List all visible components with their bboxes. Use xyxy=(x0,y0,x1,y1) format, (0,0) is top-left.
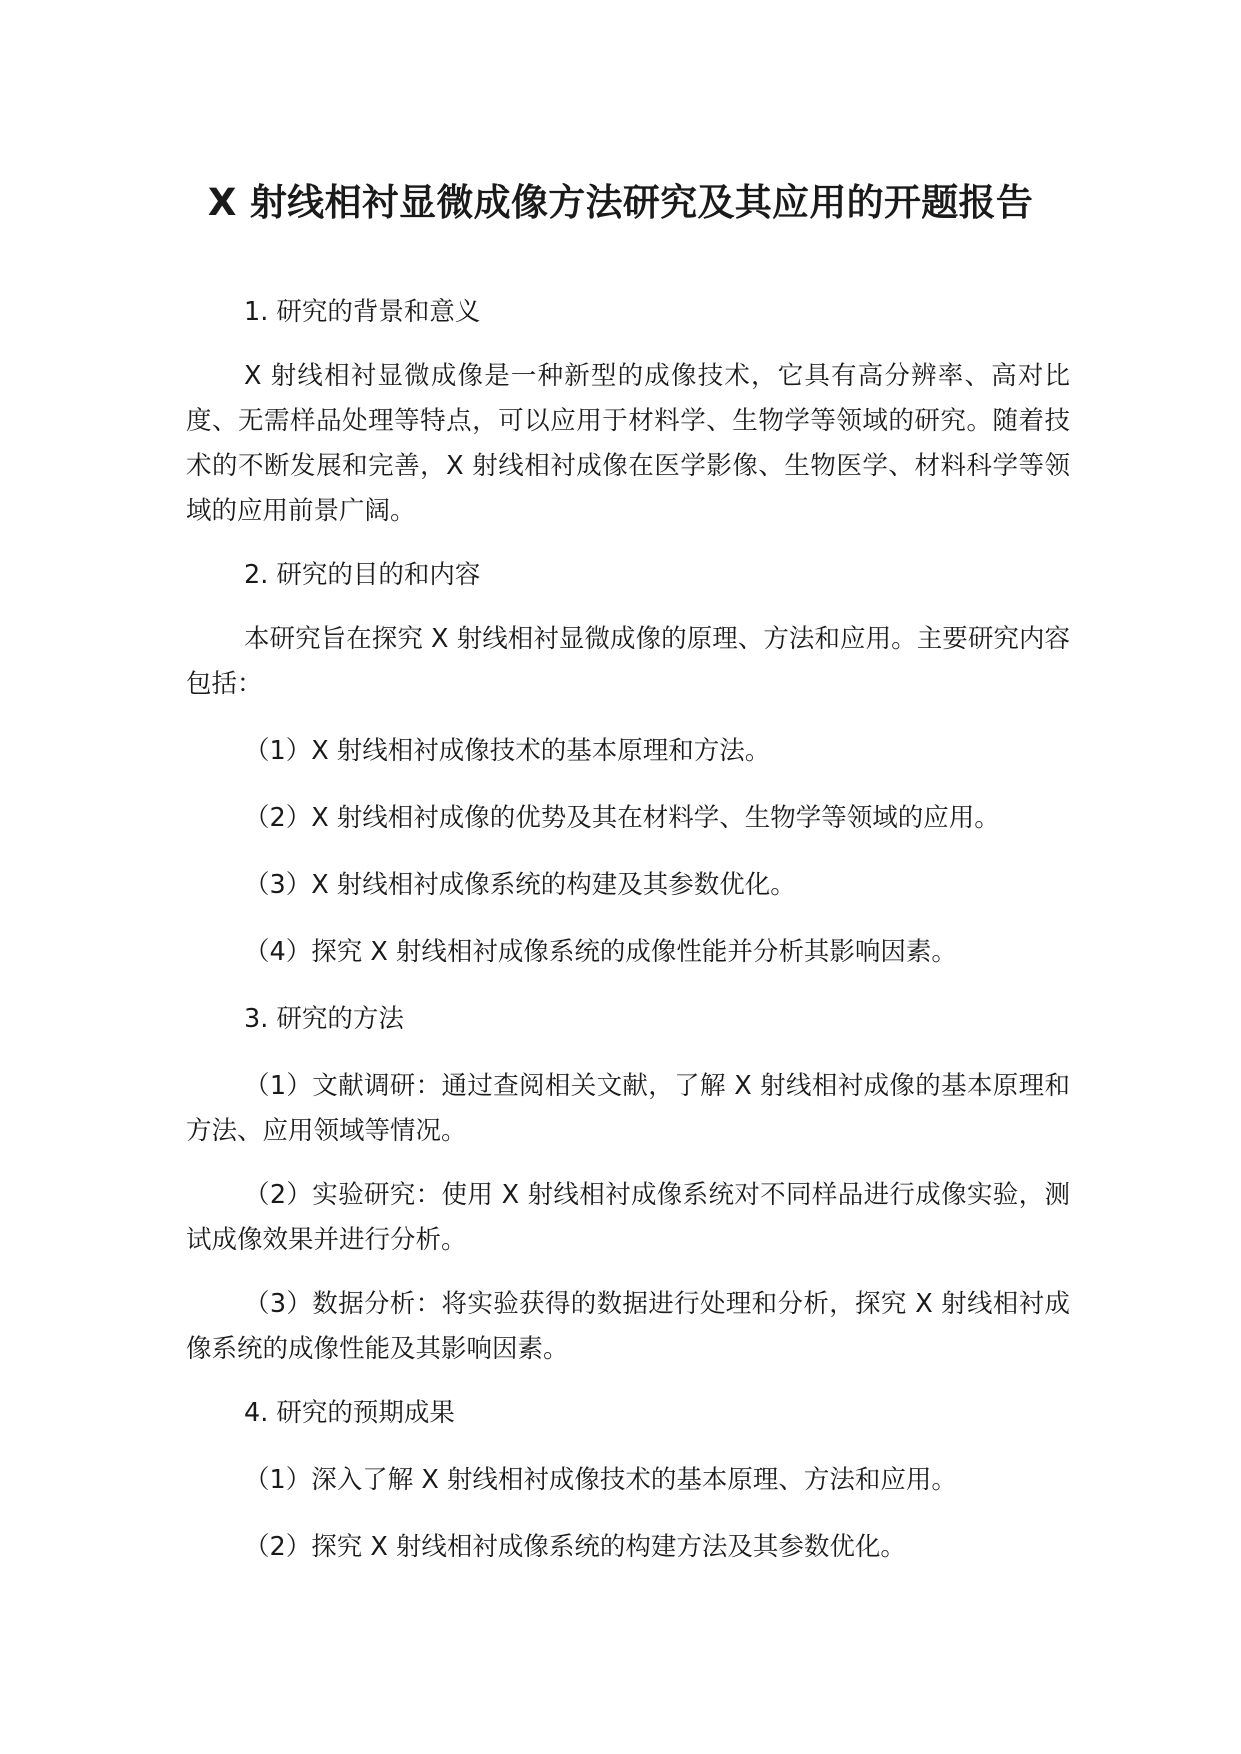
section-heading-2: 2. 研究的目的和内容 xyxy=(244,560,481,590)
list-item: （3）数据分析：将实验获得的数据进行处理和分析，探究 X 射线相衬成像系统的成像性能及其影响因素。 xyxy=(186,1289,1070,1364)
list-item: （2）X 射线相衬成像的优势及其在材料学、生物学等领域的应用。 xyxy=(244,803,1000,833)
section-heading-3: 3. 研究的方法 xyxy=(244,1004,404,1034)
list-item: （1）X 射线相衬成像技术的基本原理和方法。 xyxy=(244,736,771,766)
list-item: （2）探究 X 射线相衬成像系统的构建方法及其参数优化。 xyxy=(244,1532,906,1562)
list-item: （1）深入了解 X 射线相衬成像技术的基本原理、方法和应用。 xyxy=(244,1465,957,1495)
body-paragraph: 本研究旨在探究 X 射线相衬显微成像的原理、方法和应用。主要研究内容包括： xyxy=(186,624,1070,699)
section-heading-1: 1. 研究的背景和意义 xyxy=(244,297,481,327)
document-body xyxy=(186,290,1070,1570)
document-title: X 射线相衬显微成像方法研究及其应用的开题报告 xyxy=(207,181,1034,224)
section-heading-4: 4. 研究的预期成果 xyxy=(244,1398,455,1428)
list-item: （3）X 射线相衬成像系统的构建及其参数优化。 xyxy=(244,870,796,900)
body-paragraph: X 射线相衬显微成像是一种新型的成像技术，它具有高分辨率、高对比度、无需样品处理等特点，可以应用于材料学、生物学等领域的研究。随着技术的不断发展和完善，X 射线相衬成像在医学影像、生物医学、材料科学等领域的应用前景广阔。 xyxy=(186,361,1070,526)
list-item: （4）探究 X 射线相衬成像系统的成像性能并分析其影响因素。 xyxy=(244,937,957,967)
list-item: （2）实验研究：使用 X 射线相衬成像系统对不同样品进行成像实验，测试成像效果并进行分析。 xyxy=(186,1180,1070,1255)
list-item: （1）文献调研：通过查阅相关文献，了解 X 射线相衬成像的基本原理和方法、应用领域等情况。 xyxy=(186,1071,1070,1146)
